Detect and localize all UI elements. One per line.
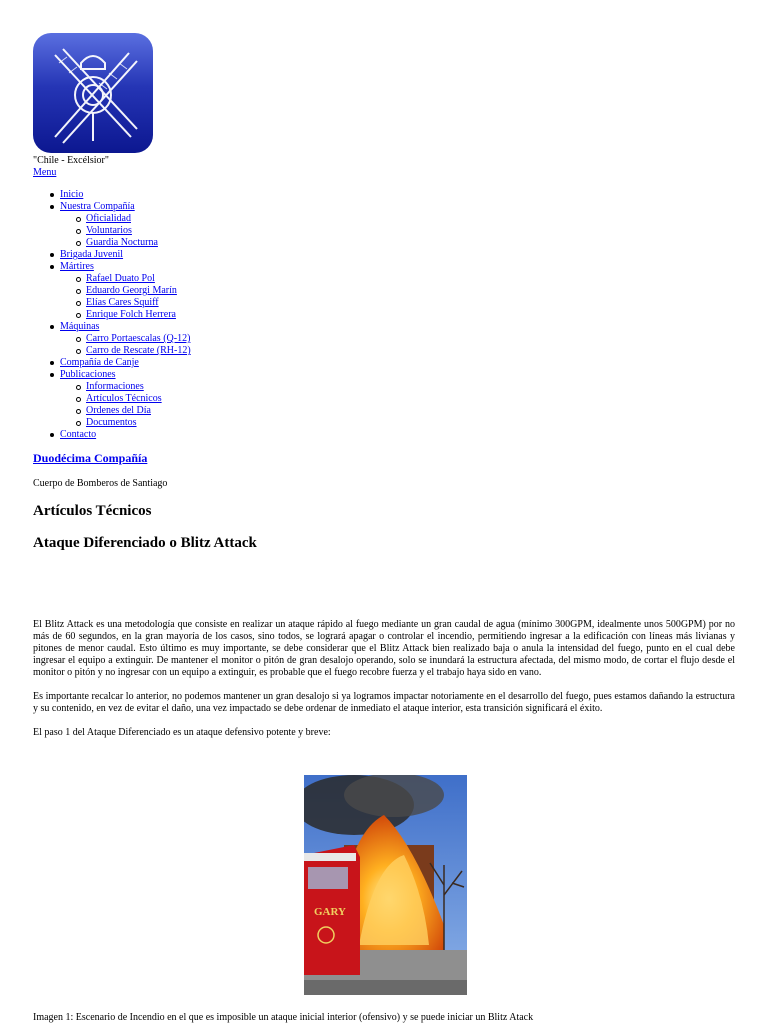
nav-sublink-documentos[interactable]: Documentos <box>86 417 137 428</box>
nav-sublink-rafael-duato-pol[interactable]: Rafael Duato Pol <box>86 273 155 284</box>
nav-item-contacto <box>60 429 191 441</box>
nav-sublink-elias-cares-squiff[interactable]: Elías Cares Squiff <box>86 297 159 308</box>
nav-item-martires <box>60 261 191 321</box>
nav-sublink-ordenes-del-dia[interactable]: Ordenes del Día <box>86 405 151 416</box>
nav-link-compania-de-canje[interactable]: Compañía de Canje <box>60 357 139 368</box>
nav-link-inicio[interactable]: Inicio <box>60 189 84 200</box>
nav-item-nuestra-compania <box>60 201 191 249</box>
nav-sublink-articulos-tecnicos[interactable]: Artículos Técnicos <box>86 393 162 404</box>
nav-sublink-carro-portaescalas-q-12[interactable]: Carro Portaescalas (Q-12) <box>86 333 191 344</box>
nav-submenu <box>60 213 191 249</box>
truck-lettering: GARY <box>314 906 347 918</box>
nav-subitem-elias-cares-squiff <box>86 297 191 309</box>
nav-submenu <box>60 381 191 429</box>
nav-item-compania-de-canje <box>60 357 191 369</box>
nav-link-contacto[interactable]: Contacto <box>60 429 97 440</box>
nav-sublink-voluntarios[interactable]: Voluntarios <box>86 225 132 236</box>
site-motto: "Chile - Excélsior" <box>33 155 109 166</box>
nav-sublink-guardia-nocturna[interactable]: Guardia Nocturna <box>86 237 158 248</box>
nav-subitem-voluntarios <box>86 225 191 237</box>
nav-subitem-informaciones <box>86 381 191 393</box>
main-navigation <box>60 189 191 441</box>
article-paragraph: El Blitz Attack es una metodología que consiste en realizar un ataque rápido al fuego mediante un gran caudal de agua (mínimo 300GPM, idealmente unos 500GPM) por no más de 60 segundos, en la gran mayoría de los casos, sino todos, se logrará apagar o controlar el incendio, permitiendo ingresar a la edificación con líneas más livianas y pitones de menor caudal. Esto último es muy importante, se debe considerar que el Blitz Attack bien realizado baja o anula la intensidad del fuego, punto en el cual debe ingresar el equipo a extinguir. De mantener el monitor o pitón de gran desalojo operando, solo se inundará la estructura afectada, del mismo modo, de cortar el flujo desde el monitor o pitón y no ingresar con un equipo a extinguir, es probable que el fuego recobre fuerza y el trabajo haya sido en vano. <box>33 619 735 678</box>
article-paragraph: Es importante recalcar lo anterior, no podemos mantener un gran desalojo si ya logramos impactar notoriamente en el desarrollo del fuego, pues estamos dañando la estructura y su contenido, en vez de evitar el daño, una vez impactado se debe ordenar de inmediato el ataque interior, esta transición significará el éxito. <box>33 691 735 714</box>
nav-link-brigada-juvenil[interactable]: Brigada Juvenil <box>60 249 124 260</box>
nav-subitem-ordenes-del-dia <box>86 405 191 417</box>
nav-subitem-guardia-nocturna <box>86 237 191 249</box>
article-title: Ataque Diferenciado o Blitz Attack <box>33 535 257 551</box>
fire-scene-image <box>304 775 467 995</box>
nav-item-inicio <box>60 189 191 201</box>
company-logo[interactable] <box>33 33 153 153</box>
nav-subitem-documentos <box>86 417 191 429</box>
article-body <box>33 619 735 751</box>
nav-link-martires[interactable]: Mártires <box>60 261 94 272</box>
image-caption: Imagen 1: Escenario de Incendio en el que es imposible un ataque inicial interior (ofensivo) y se puede iniciar un Blitz Atack <box>33 1012 534 1023</box>
nav-item-brigada-juvenil <box>60 249 191 261</box>
nav-sublink-informaciones[interactable]: Informaciones <box>86 381 144 392</box>
article-paragraph: El paso 1 del Ataque Diferenciado es un ataque defensivo potente y breve: <box>33 727 331 738</box>
nav-subitem-rafael-duato-pol <box>86 273 191 285</box>
menu-toggle-link[interactable]: Menu <box>33 167 57 178</box>
fire-company-emblem-icon <box>33 33 153 153</box>
nav-submenu <box>60 273 191 321</box>
section-heading: Artículos Técnicos <box>33 503 152 519</box>
nav-subitem-oficialidad <box>86 213 191 225</box>
nav-submenu <box>60 333 191 357</box>
nav-sublink-carro-de-rescate-rh-12[interactable]: Carro de Rescate (RH-12) <box>86 345 191 356</box>
site-subtitle: Cuerpo de Bomberos de Santiago <box>33 478 168 489</box>
nav-link-maquinas[interactable]: Máquinas <box>60 321 100 332</box>
nav-subitem-articulos-tecnicos <box>86 393 191 405</box>
nav-link-publicaciones[interactable]: Publicaciones <box>60 369 116 380</box>
nav-sublink-enrique-folch-herrera[interactable]: Enrique Folch Herrera <box>86 309 176 320</box>
nav-subitem-carro-de-rescate-rh-12 <box>86 345 191 357</box>
nav-subitem-enrique-folch-herrera <box>86 309 191 321</box>
nav-sublink-oficialidad[interactable]: Oficialidad <box>86 213 131 224</box>
site-title-link[interactable]: Duodécima Compañía <box>33 451 148 465</box>
nav-item-maquinas <box>60 321 191 357</box>
nav-subitem-carro-portaescalas-q-12 <box>86 333 191 345</box>
nav-sublink-eduardo-georgi-marin[interactable]: Eduardo Georgi Marín <box>86 285 177 296</box>
nav-subitem-eduardo-georgi-marin <box>86 285 191 297</box>
nav-link-nuestra-compania[interactable]: Nuestra Compañía <box>60 201 135 212</box>
nav-item-publicaciones <box>60 369 191 429</box>
